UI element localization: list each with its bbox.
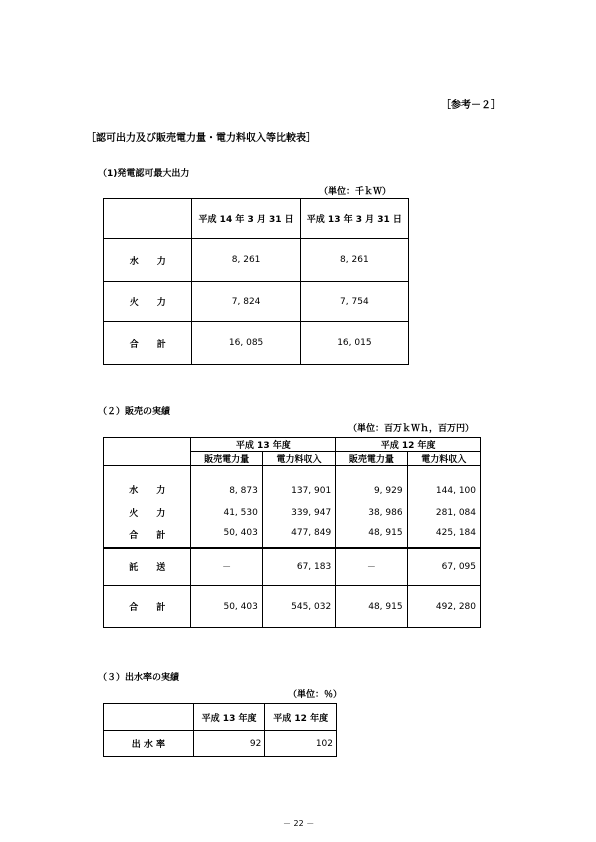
row-label: 託 送 <box>104 548 191 586</box>
column-header: 販売電力量 <box>191 452 262 466</box>
section2-title: （２）販売の実績 <box>98 407 171 417</box>
table-cell: 281, 084 <box>407 500 480 526</box>
row-label: 火 力 <box>104 282 192 322</box>
row-label: 水 力 <box>104 239 192 282</box>
column-header: 平成 13 年度 <box>193 704 265 731</box>
row-label: 合 計 <box>104 586 191 628</box>
table-cell: 477, 849 <box>262 526 335 548</box>
table-cell: 9, 929 <box>336 466 407 500</box>
table-cell: 92 <box>193 731 265 757</box>
corner-cell <box>104 438 191 466</box>
table-row <box>104 466 481 500</box>
row-label: 合 計 <box>104 322 192 365</box>
section2-unit: （単位：百万ｋＷｈ，百万円） <box>348 424 475 434</box>
table-cell: 492, 280 <box>407 586 480 628</box>
column-header: 平成 12 年度 <box>265 704 337 731</box>
table-row <box>104 586 481 628</box>
table-row <box>104 548 481 586</box>
year-header: 平成 12 年度 <box>336 438 481 452</box>
table-cell: － <box>336 548 407 586</box>
row-label: 火 力 <box>104 500 191 526</box>
section1-unit: （単位：千ｋＷ） <box>319 187 392 197</box>
table-cell: 8, 261 <box>300 239 408 282</box>
corner-cell <box>104 199 192 239</box>
row-label: 合 計 <box>104 526 191 548</box>
year-header: 平成 13 年度 <box>191 438 336 452</box>
table-cell: 50, 403 <box>191 586 262 628</box>
table-cell: 67, 095 <box>407 548 480 586</box>
page-title: ［認可出力及び販売電力量・電力料収入等比較表］ <box>86 133 316 144</box>
table-cell: 38, 986 <box>336 500 407 526</box>
table-cell: 7, 754 <box>300 282 408 322</box>
table-cell: 102 <box>265 731 337 757</box>
table-row <box>104 282 409 322</box>
table-cell: 339, 947 <box>262 500 335 526</box>
column-header: 電力料収入 <box>407 452 480 466</box>
table-cell: 8, 261 <box>192 239 300 282</box>
reference-label: ［参考－２］ <box>441 100 501 111</box>
table-cell: 137, 901 <box>262 466 335 500</box>
table-cell: 545, 032 <box>262 586 335 628</box>
table-cell: 48, 915 <box>336 586 407 628</box>
output-capacity-table <box>103 198 409 365</box>
table-cell: 67, 183 <box>262 548 335 586</box>
water-flow-rate-table <box>103 703 337 757</box>
table-row <box>104 500 481 526</box>
table-cell: 7, 824 <box>192 282 300 322</box>
sales-results-table <box>103 437 481 628</box>
section3-unit: （単位：％） <box>288 690 343 700</box>
row-label: 水 力 <box>104 466 191 500</box>
table-cell: 425, 184 <box>407 526 480 548</box>
table-row <box>104 731 337 757</box>
table-cell: 48, 915 <box>336 526 407 548</box>
section1-title: （1)発電認可最大出力 <box>98 169 190 179</box>
page-number: － 22 － <box>283 819 315 828</box>
column-header: 平成 13 年 3 月 31 日 <box>300 199 408 239</box>
row-label: 出 水 率 <box>104 731 194 757</box>
table-cell: 144, 100 <box>407 466 480 500</box>
section3-title: （３）出水率の実績 <box>98 673 180 683</box>
table-row <box>104 239 409 282</box>
corner-cell <box>104 704 194 731</box>
table-cell: － <box>191 548 262 586</box>
table-cell: 16, 085 <box>192 322 300 365</box>
table-row <box>104 526 481 548</box>
table-cell: 41, 530 <box>191 500 262 526</box>
table-row <box>104 322 409 365</box>
column-header: 平成 14 年 3 月 31 日 <box>192 199 300 239</box>
table-cell: 16, 015 <box>300 322 408 365</box>
column-header: 販売電力量 <box>336 452 407 466</box>
table-cell: 50, 403 <box>191 526 262 548</box>
column-header: 電力料収入 <box>262 452 335 466</box>
table-cell: 8, 873 <box>191 466 262 500</box>
